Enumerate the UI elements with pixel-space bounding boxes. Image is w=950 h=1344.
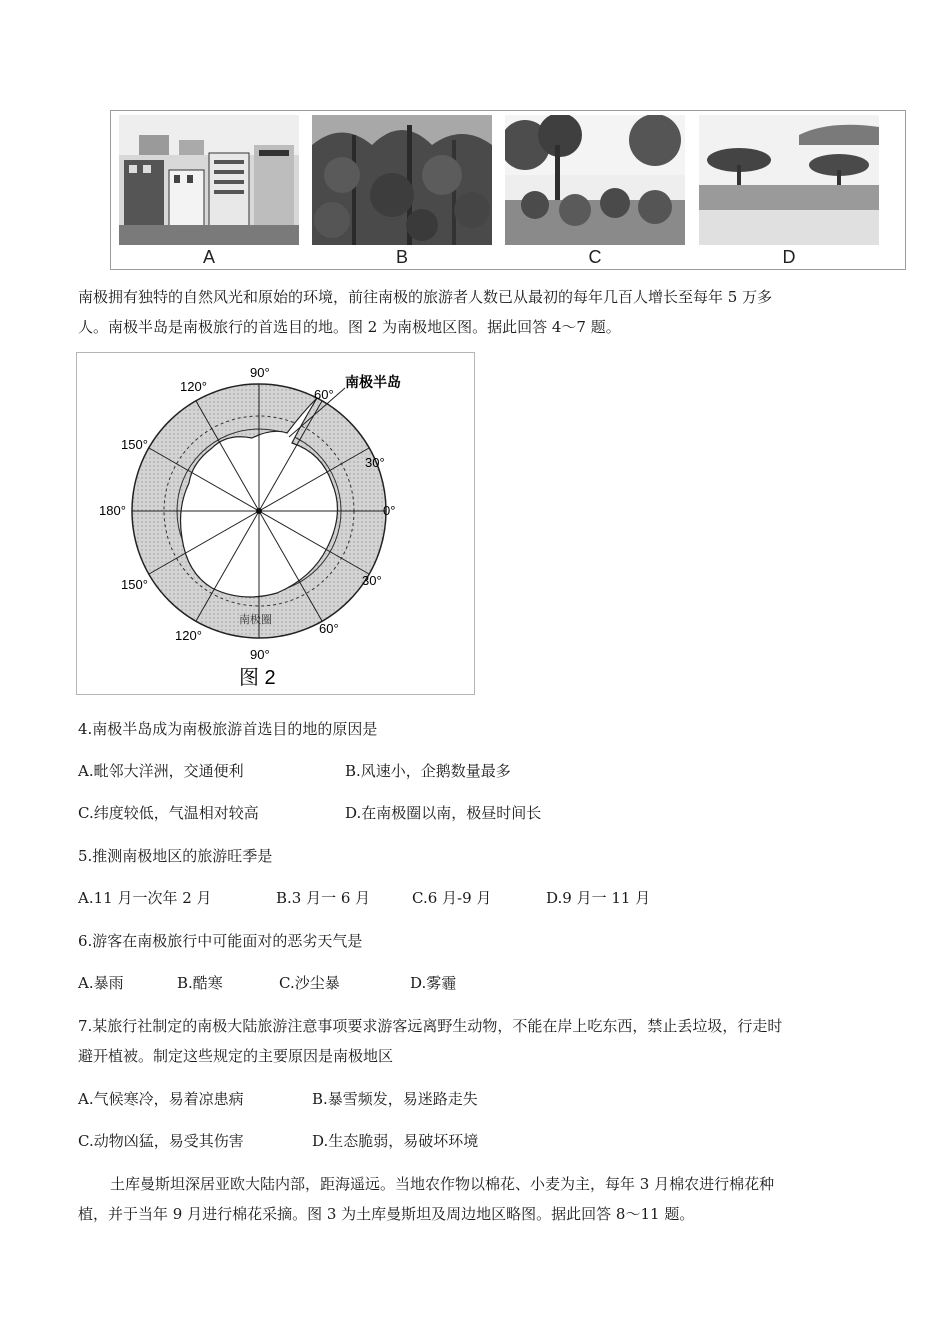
degree-label-120-top: 120° [180, 379, 207, 394]
photo-label-c: C [588, 247, 602, 267]
q5-option-b: B.3 月一 6 月 [276, 889, 371, 907]
q6-option-b: B.酷寒 [177, 974, 223, 992]
pole-circle-label: 南极圈 [239, 614, 272, 626]
degree-label-30-top: 30° [365, 455, 385, 470]
q7-option-b: B.暴雪频发，易迷路走失 [312, 1090, 478, 1108]
q4-option-a: A.毗邻大洋洲，交通便利 [78, 762, 244, 780]
peninsula-label: 南极半岛 [345, 374, 401, 390]
intro-line-2: 人。南极半岛是南极旅行的首选目的地。图 2 为南极地区图。据此回答 4～7 题。 [78, 318, 621, 336]
degree-label-90-top: 90° [250, 365, 270, 380]
degree-label-90-bottom: 90° [250, 647, 270, 662]
degree-label-150-bottom: 150° [121, 577, 148, 592]
degree-label-180: 180° [99, 503, 126, 518]
q4-option-d: D.在南极圈以南，极昼时间长 [345, 804, 542, 822]
photo-label-b: B [395, 247, 408, 267]
figure-caption: 图 2 [239, 667, 276, 689]
q5-stem: 5.推测南极地区的旅游旺季是 [78, 847, 273, 865]
q7-option-d: D.生态脆弱，易破坏环境 [312, 1132, 479, 1150]
photo-b-rainforest [312, 115, 492, 245]
outro-line-1: 土库曼斯坦深居亚欧大陆内部，距海遥远。当地农作物以棉花、小麦为主，每年 3 月棉农进行棉花种 [110, 1175, 775, 1193]
degree-label-60-top: 60° [314, 387, 334, 402]
q7-option-a: A.气候寒冷，易着凉患病 [78, 1090, 244, 1108]
degree-label-60-bottom: 60° [319, 621, 339, 636]
q5-option-a: A.11 月一次年 2 月 [78, 889, 212, 907]
q5-option-d: D.9 月一 11 月 [546, 889, 651, 907]
q4-option-c: C.纬度较低，气温相对较高 [78, 804, 259, 822]
q4-stem: 4.南极半岛成为南极旅游首选目的地的原因是 [78, 720, 378, 738]
q6-option-d: D.雾霾 [410, 974, 457, 992]
polar-projection-map [132, 384, 386, 638]
antarctic-map-figure [76, 352, 475, 695]
photo-label-d: D [782, 247, 796, 267]
degree-label-30-bottom: 30° [362, 573, 382, 588]
photo-strip [110, 110, 906, 270]
intro-line-1: 南极拥有独特的自然风光和原始的环境，前往南极的旅游者人数已从最初的每年几百人增长至每年 5 万多 [78, 288, 773, 306]
q7-option-c: C.动物凶猛，易受其伤害 [78, 1132, 244, 1150]
q7-stem-line-1: 7.某旅行社制定的南极大陆旅游注意事项要求游客远离野生动物，不能在岸上吃东西，禁止丢垃圾，行走时 [78, 1017, 783, 1035]
photo-d-savanna [699, 115, 879, 245]
photo-a-city [119, 115, 299, 245]
degree-label-0: 0° [383, 503, 396, 518]
degree-label-120-bottom: 120° [175, 628, 202, 643]
photo-label-a: A [202, 247, 215, 267]
intro-paragraph [78, 282, 878, 342]
outro-line-2: 植，并于当年 9 月进行棉花采摘。图 3 为土库曼斯坦及周边地区略图。据此回答 8～11 题。 [78, 1205, 695, 1223]
q4-option-b: B.风速小，企鹅数量最多 [345, 762, 511, 780]
photo-c-forest [505, 115, 685, 245]
degree-label-150-top: 150° [121, 437, 148, 452]
q6-option-c: C.沙尘暴 [279, 974, 340, 992]
q6-option-a: A.暴雨 [78, 974, 124, 992]
q7-stem-line-2: 避开植被。制定这些规定的主要原因是南极地区 [78, 1047, 394, 1065]
q5-option-c: C.6 月-9 月 [412, 889, 492, 907]
q6-stem: 6.游客在南极旅行中可能面对的恶劣天气是 [78, 932, 363, 950]
